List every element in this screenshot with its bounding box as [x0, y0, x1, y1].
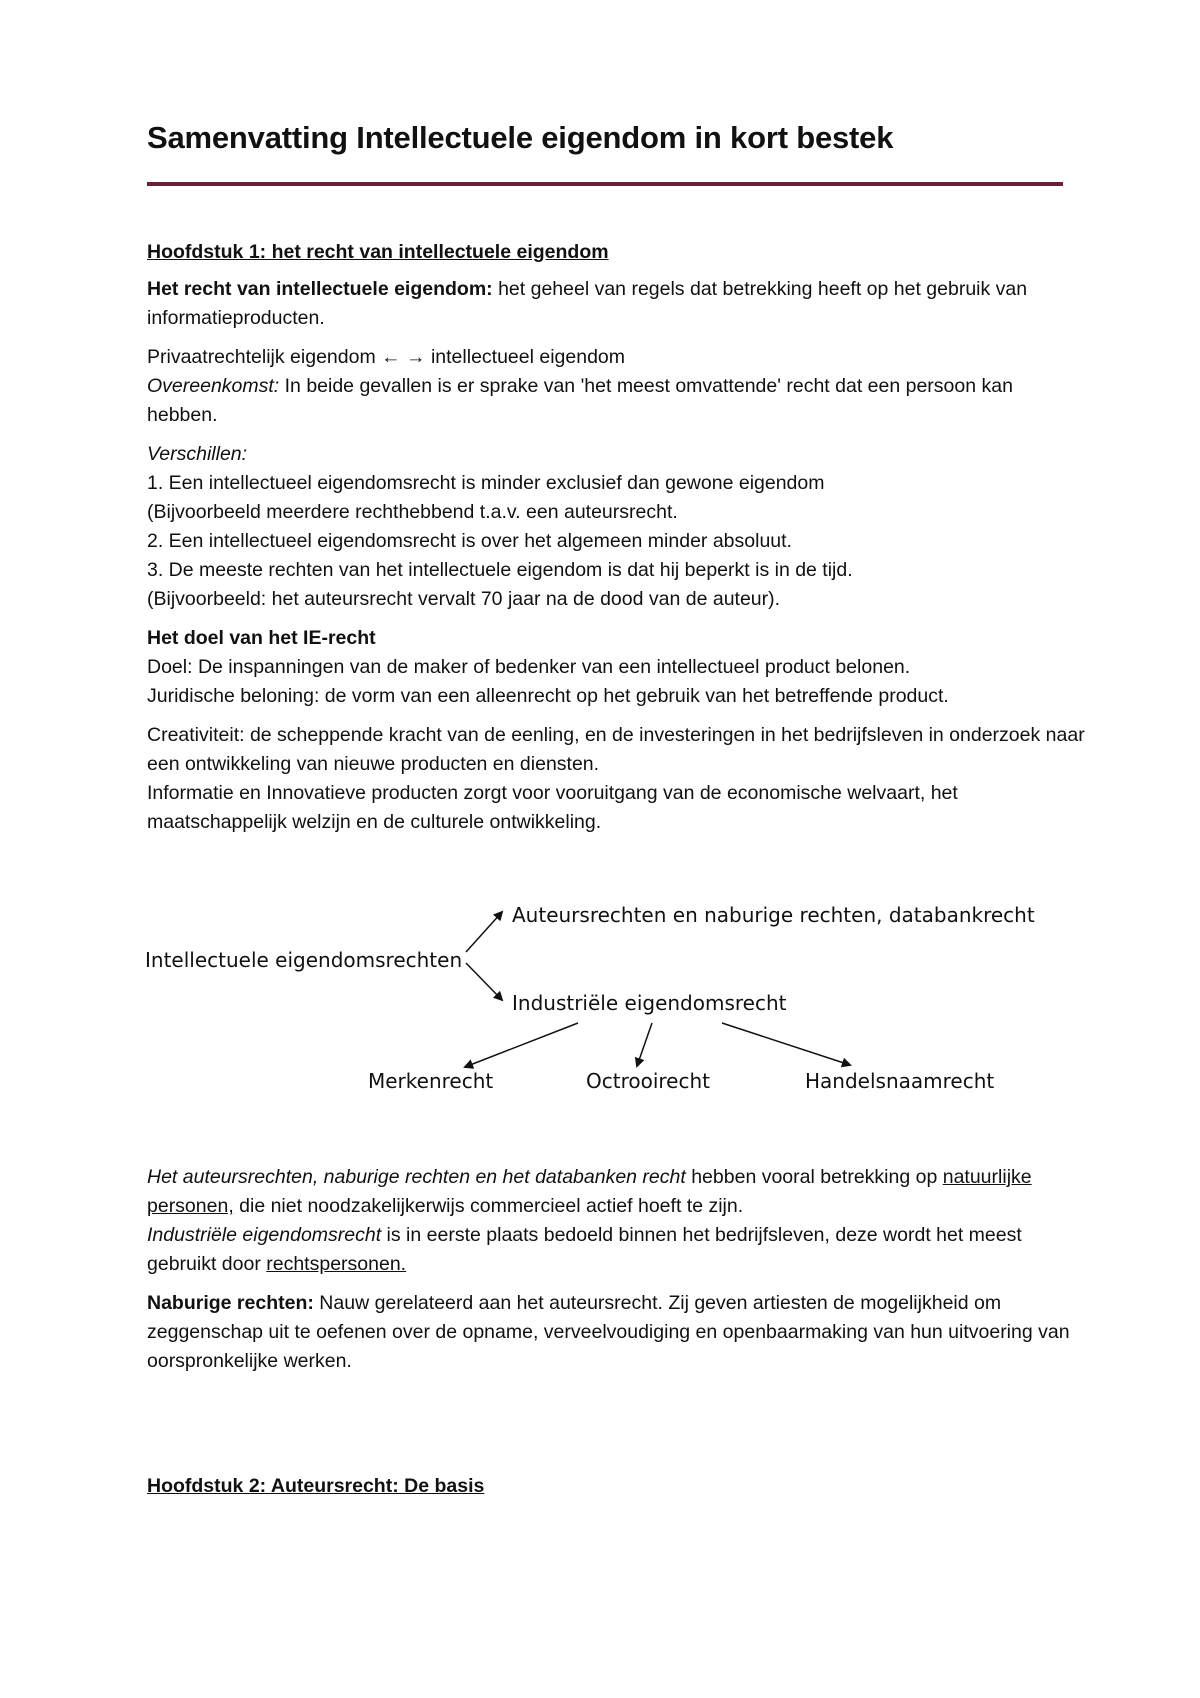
ie-rights-diagram	[0, 890, 1200, 1120]
naburige-term: Naburige rechten:	[147, 1292, 314, 1314]
doel-line: Juridische beloning: de vorm van een alleenrecht op het gebruik van het betreffende product.	[147, 685, 949, 707]
paragraph-text: hebben vooral betrekking op	[685, 1166, 943, 1188]
double-arrow-icon: ← →	[381, 346, 426, 368]
verschil-item: (Bijvoorbeeld: het auteursrecht vervalt 70 jaar na de dood van de auteur).	[147, 588, 781, 610]
overeenkomst-label: Overeenkomst:	[147, 375, 280, 397]
arrow-to-auteursrechten	[466, 912, 502, 952]
title-rule	[147, 182, 1063, 186]
rechtspersonen: rechtspersonen.	[266, 1253, 407, 1275]
doel-paragraph	[147, 624, 1087, 711]
verschil-item: 1. Een intellectueel eigendomsrecht is minder exclusief dan gewone eigendom	[147, 472, 825, 494]
verschillen-label: Verschillen:	[147, 443, 248, 465]
lower-section	[147, 1163, 1087, 1386]
chapter-1	[147, 238, 1087, 847]
paragraph-text: die niet noodzakelijkerwijs commercieel actief hoeft te zijn.	[233, 1195, 744, 1217]
definition-paragraph	[147, 275, 1087, 333]
definition-term: Het recht van intellectuele eigendom:	[147, 278, 493, 300]
definition-text: het geheel van regels dat betrekking heeft op het gebruik van informatieproducten.	[147, 278, 1028, 329]
arrow-to-handelsnaamrecht	[722, 1023, 850, 1065]
diagram-root: Intellectuele eigendomsrechten	[145, 948, 463, 972]
informatie-text: Informatie en Innovatieve producten zorgt voor vooruitgang van de economische welvaart, het maatschappelijk welzijn en de culturele ontwikkeling.	[147, 782, 958, 833]
arrow-to-octrooirecht	[637, 1023, 652, 1066]
comparison-paragraph	[147, 343, 1087, 430]
industriele-term: Industriële eigendomsrecht	[147, 1224, 382, 1246]
creativiteit-text: Creativiteit: de scheppende kracht van de eenling, en de investeringen in het bedrijfsleven in onderzoek naar een ontwikkeling van nieuwe producten en diensten.	[147, 724, 1085, 775]
naburige-paragraph	[147, 1289, 1087, 1376]
auteursrechten-term: Het auteursrechten, naburige rechten en het databanken recht	[147, 1166, 686, 1188]
auteursrechten-paragraph	[147, 1163, 1087, 1279]
chapter-2-heading: Hoofdstuk 2: Auteursrecht: De basis	[147, 1475, 485, 1497]
chapter-1-heading: Hoofdstuk 1: het recht van intellectuele eigendom	[147, 241, 609, 263]
diagram-leaf: Handelsnaamrecht	[805, 1069, 995, 1093]
verschillen-paragraph	[147, 440, 1087, 614]
overeenkomst-text: In beide gevallen is er sprake van 'het meest omvattende' recht dat een persoon kan hebben.	[147, 375, 1013, 426]
compare-left: Privaatrechtelijk eigendom	[147, 346, 382, 368]
doel-line: Doel: De inspanningen van de maker of bedenker van een intellectueel product belonen.	[147, 656, 911, 678]
diagram-leaf: Merkenrecht	[368, 1069, 494, 1093]
diagram-branch-top: Auteursrechten en naburige rechten, databankrecht	[512, 903, 1035, 927]
naburige-text: Nauw gerelateerd aan het auteursrecht. Zij geven artiesten de mogelijkheid om zeggenschap uit te oefenen over de opname, verveelvoudiging en openbaarmaking van hun uitvoering van oorspronkelijke werken.	[147, 1292, 1070, 1372]
arrow-to-industriele	[466, 963, 502, 1000]
doel-heading: Het doel van het IE-recht	[147, 627, 376, 649]
paragraph-text: is in eerste plaats bedoeld binnen het bedrijfsleven, deze wordt het meest gebruikt door	[147, 1224, 1022, 1275]
creativiteit-paragraph	[147, 721, 1087, 837]
diagram-leaf: Octrooirecht	[586, 1069, 710, 1093]
natuurlijke-personen: natuurlijke personen,	[147, 1166, 1032, 1217]
arrow-to-merkenrecht	[465, 1023, 578, 1067]
diagram-branch-bottom: Industriële eigendomsrecht	[512, 991, 787, 1015]
verschil-item: 3. De meeste rechten van het intellectuele eigendom is dat hij beperkt is in de tijd.	[147, 559, 853, 581]
verschil-item: 2. Een intellectueel eigendomsrecht is over het algemeen minder absoluut.	[147, 530, 792, 552]
verschil-item: (Bijvoorbeeld meerdere rechthebbend t.a.v. een auteursrecht.	[147, 501, 678, 523]
compare-right: intellectueel eigendom	[425, 346, 626, 368]
page-title: Samenvatting Intellectuele eigendom in kort bestek	[147, 120, 894, 155]
